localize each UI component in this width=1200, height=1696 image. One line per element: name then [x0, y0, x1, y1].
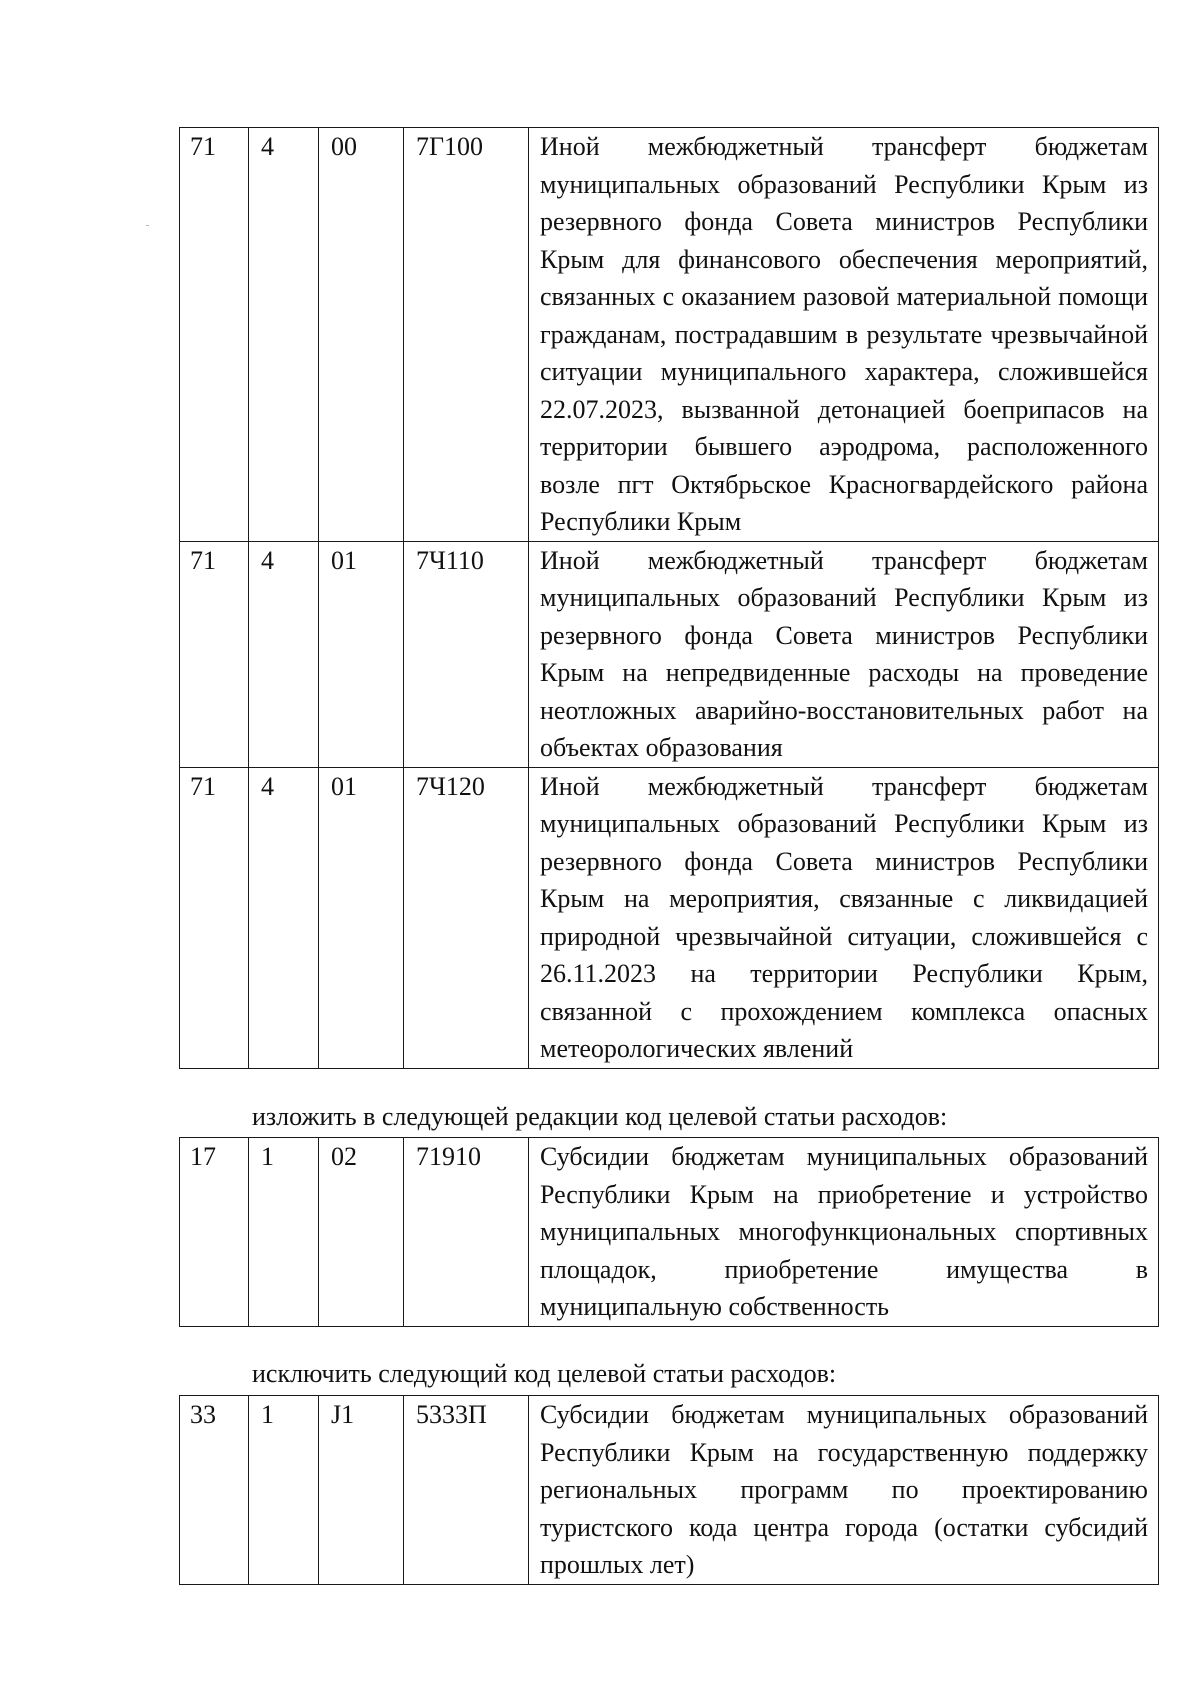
- code-direction: 71910: [404, 1138, 529, 1327]
- expense-description: Субсидии бюджетам муниципальных образований Республики Крым на государственную поддержку региональных программ по проектированию туристского кода центра города (остатки субсидий прошлых лет): [529, 1396, 1159, 1585]
- code-main-activity: 00: [319, 128, 404, 542]
- budget-codes-table: [179, 127, 1159, 1069]
- expense-description: Иной межбюджетный трансферт бюджетам муниципальных образований Республики Крым из резервного фонда Совета министров Республики Крым для финансового обеспечения мероприятий, связанных с оказанием разовой материальной помощи гражданам, пострадавшим в результате чрезвычайной ситуации муниципального характера, сложившейся 22.07.2023, вызванной детонацией боеприпасов на территории бывшего аэродрома, расположенного возле пгт Октябрьское Красногвардейского района Республики Крым: [529, 128, 1159, 542]
- code-program: 33: [180, 1396, 249, 1585]
- code-subprogram: 1: [249, 1138, 319, 1327]
- code-program: 71: [180, 541, 249, 767]
- code-program: 17: [180, 1138, 249, 1327]
- code-main-activity: 01: [319, 541, 404, 767]
- code-main-activity: J1: [319, 1396, 404, 1585]
- code-program: 71: [180, 128, 249, 542]
- code-subprogram: 1: [249, 1396, 319, 1585]
- code-main-activity: 01: [319, 767, 404, 1068]
- code-direction: 7Г100: [404, 128, 529, 542]
- code-subprogram: 4: [249, 128, 319, 542]
- scan-speck: [146, 225, 149, 226]
- code-main-activity: 02: [319, 1138, 404, 1327]
- code-subprogram: 4: [249, 767, 319, 1068]
- excluded-code-table: [179, 1395, 1159, 1585]
- expense-description: Субсидии бюджетам муниципальных образований Республики Крым на приобретение и устройство муниципальных многофункциональных спортивных площадок, приобретение имущества в муниципальную собственность: [529, 1138, 1159, 1327]
- edited-code-table: [179, 1137, 1159, 1327]
- instruction-exclude-text: исключить следующий код целевой статьи расходов:: [252, 1359, 837, 1388]
- table-row: [180, 1138, 1159, 1327]
- expense-description: Иной межбюджетный трансферт бюджетам муниципальных образований Республики Крым из резервного фонда Совета министров Республики Крым на мероприятия, связанные с ликвидацией природной чрезвычайной ситуации, сложившейся с 26.11.2023 на территории Республики Крым, связанной с прохождением комплекса опасных метеорологических явлений: [529, 767, 1159, 1068]
- code-program: 71: [180, 767, 249, 1068]
- code-direction: 7Ч120: [404, 767, 529, 1068]
- table-row: [180, 767, 1159, 1068]
- table-row: [180, 128, 1159, 542]
- table-row: [180, 1396, 1159, 1585]
- code-subprogram: 4: [249, 541, 319, 767]
- table-row: [180, 541, 1159, 767]
- expense-description: Иной межбюджетный трансферт бюджетам муниципальных образований Республики Крым из резервного фонда Совета министров Республики Крым на непредвиденные расходы на проведение неотложных аварийно-восстановительных работ на объектах образования: [529, 541, 1159, 767]
- code-direction: 7Ч110: [404, 541, 529, 767]
- code-direction: 5333П: [404, 1396, 529, 1585]
- instruction-edit-text: изложить в следующей редакции код целевой статьи расходов:: [252, 1102, 948, 1131]
